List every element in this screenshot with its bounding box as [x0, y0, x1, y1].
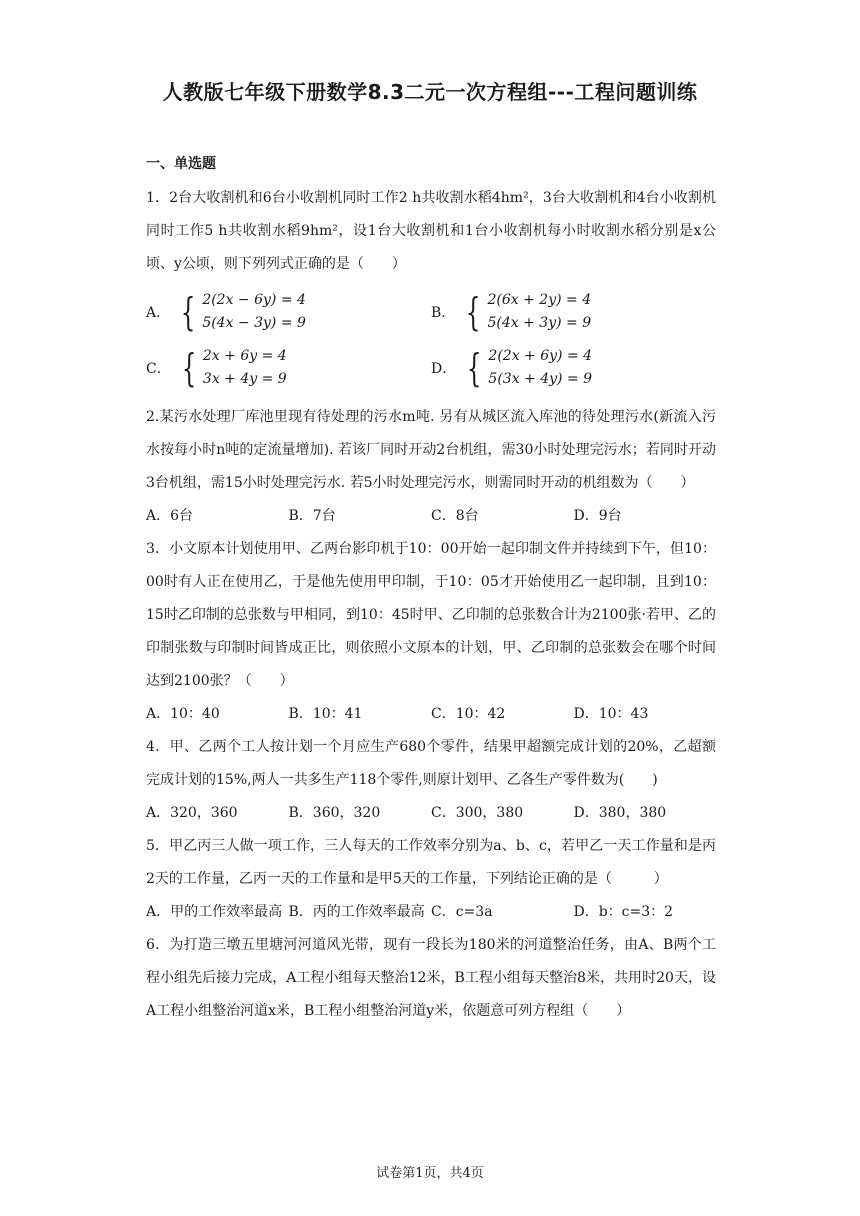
- option-c: C．8台: [431, 508, 479, 524]
- brace-icon: {: [180, 290, 196, 334]
- option-letter: B．: [431, 305, 456, 321]
- option-b: B．360，320: [288, 805, 381, 821]
- question-5-text: 5．甲乙丙三人做一项工作，三人每天的工作效率分别为a、b、c，若甲乙一天工作量和是丙2天的工作量，乙丙一天的工作量和是甲5天的工作量，下列结论正确的是（ ）: [146, 838, 716, 887]
- option-a: A．320，360: [146, 805, 238, 821]
- option-c: [146, 345, 431, 391]
- document-body: [146, 152, 716, 1028]
- equation-system: [462, 345, 592, 391]
- question-3-options: [146, 698, 716, 731]
- option-letter: A．: [146, 305, 171, 321]
- question-1-options-row-1: [146, 289, 716, 335]
- option-letter: D．: [431, 361, 457, 377]
- option-b: [431, 289, 716, 335]
- option-c: C．300，380: [431, 805, 524, 821]
- option-d: D．b：c=3：2: [573, 904, 674, 920]
- option-letter: C．: [146, 361, 171, 377]
- brace-icon: {: [466, 290, 481, 334]
- option-d: D．380，380: [573, 805, 667, 821]
- question-2-text: 2.某污水处理厂库池里现有待处理的污水m吨. 另有从城区流入库池的待处理污水(新流入污水按每小时n吨的定流量增加). 若该厂同时开动2台机组，需30小时处理完污水；若同时开动3台机组，需15小时处理完污水. 若5小时处理完污水，则需同时开动的机组数为（ ）: [146, 409, 716, 491]
- section-heading: 一、单选题: [146, 156, 216, 172]
- equation: 2(6x + 2y) = 4: [487, 292, 592, 308]
- question-6-text: 6．为打造三墩五里塘河河道风光带，现有一段长为180米的河道整治任务，由A、B两个工程小组先后接力完成，A工程小组每天整治12米，B工程小组每天整治8米，共用时20天，设A工程小组整治河道x米，B工程小组整治河道y米，依题意可列方程组（ ）: [146, 937, 716, 1019]
- equation: 2(2x + 6y) = 4: [488, 348, 593, 364]
- question-3-text: 3．小文原本计划使用甲、乙两台影印机于10：00开始一起印制文件并持续到下午，但10：00时有人正在使用乙，于是他先使用甲印制，于10：05才开始使用乙一起印制，且到10：15时乙印制的总张数与甲相同，到10：45时甲、乙印制的总张数合计为2100张·若甲、乙的印制张数与印制时间皆成正比，则依照小文原本的计划，甲、乙印制的总张数会在哪个时间达到2100张？（ ）: [146, 541, 716, 689]
- option-d: D．10：43: [573, 706, 649, 722]
- equation: 3x + 4y = 9: [202, 371, 287, 387]
- question-1-options-row-2: [146, 345, 716, 391]
- equation: 5(3x + 4y) = 9: [488, 371, 593, 387]
- equation-system: [177, 345, 287, 391]
- equation-system: [176, 289, 306, 335]
- equation: 5(4x − 3y) = 9: [202, 315, 306, 331]
- equation: 2x + 6y = 4: [202, 348, 287, 364]
- question-4-text: 4．甲、乙两个工人按计划一个月应生产680个零件，结果甲超额完成计划的20%，乙超额完成计划的15%,两人一共多生产118个零件,则原计划甲、乙各生产零件数为( ): [146, 739, 716, 788]
- option-b: B．丙的工作效率最高: [288, 904, 425, 920]
- question-1-text: 1．2台大收割机和6台小收割机同时工作2 h共收割水稻4hm²，3台大收割机和4台小收割机同时工作5 h共收割水稻9hm²，设1台大收割机和1台小收割机每小时收割水稻分别是x公顷、y公顷，则下列列式正确的是（ ）: [146, 190, 716, 272]
- equation: 2(2x − 6y) = 4: [202, 292, 306, 308]
- option-b: B．7台: [288, 508, 336, 524]
- option-d: D．9台: [573, 508, 622, 524]
- question-2-options: [146, 500, 716, 533]
- question-5-options: [146, 896, 716, 929]
- option-c: C．10：42: [431, 706, 506, 722]
- question-4-options: [146, 797, 716, 830]
- option-b: B．10：41: [288, 706, 363, 722]
- page-footer: 试卷第1页，共4页: [376, 1166, 484, 1181]
- brace-icon: {: [181, 346, 197, 390]
- equation: 5(4x + 3y) = 9: [487, 315, 592, 331]
- option-a: A．甲的工作效率最高: [146, 904, 283, 920]
- option-a: [146, 289, 431, 335]
- option-d: [431, 345, 716, 391]
- option-a: A．10：40: [146, 706, 220, 722]
- option-a: A．6台: [146, 508, 194, 524]
- brace-icon: {: [467, 346, 482, 390]
- option-c: C．c=3a: [431, 904, 493, 920]
- page-title: 人教版七年级下册数学8.3二元一次方程组---工程问题训练: [162, 80, 698, 104]
- equation-system: [461, 289, 591, 335]
